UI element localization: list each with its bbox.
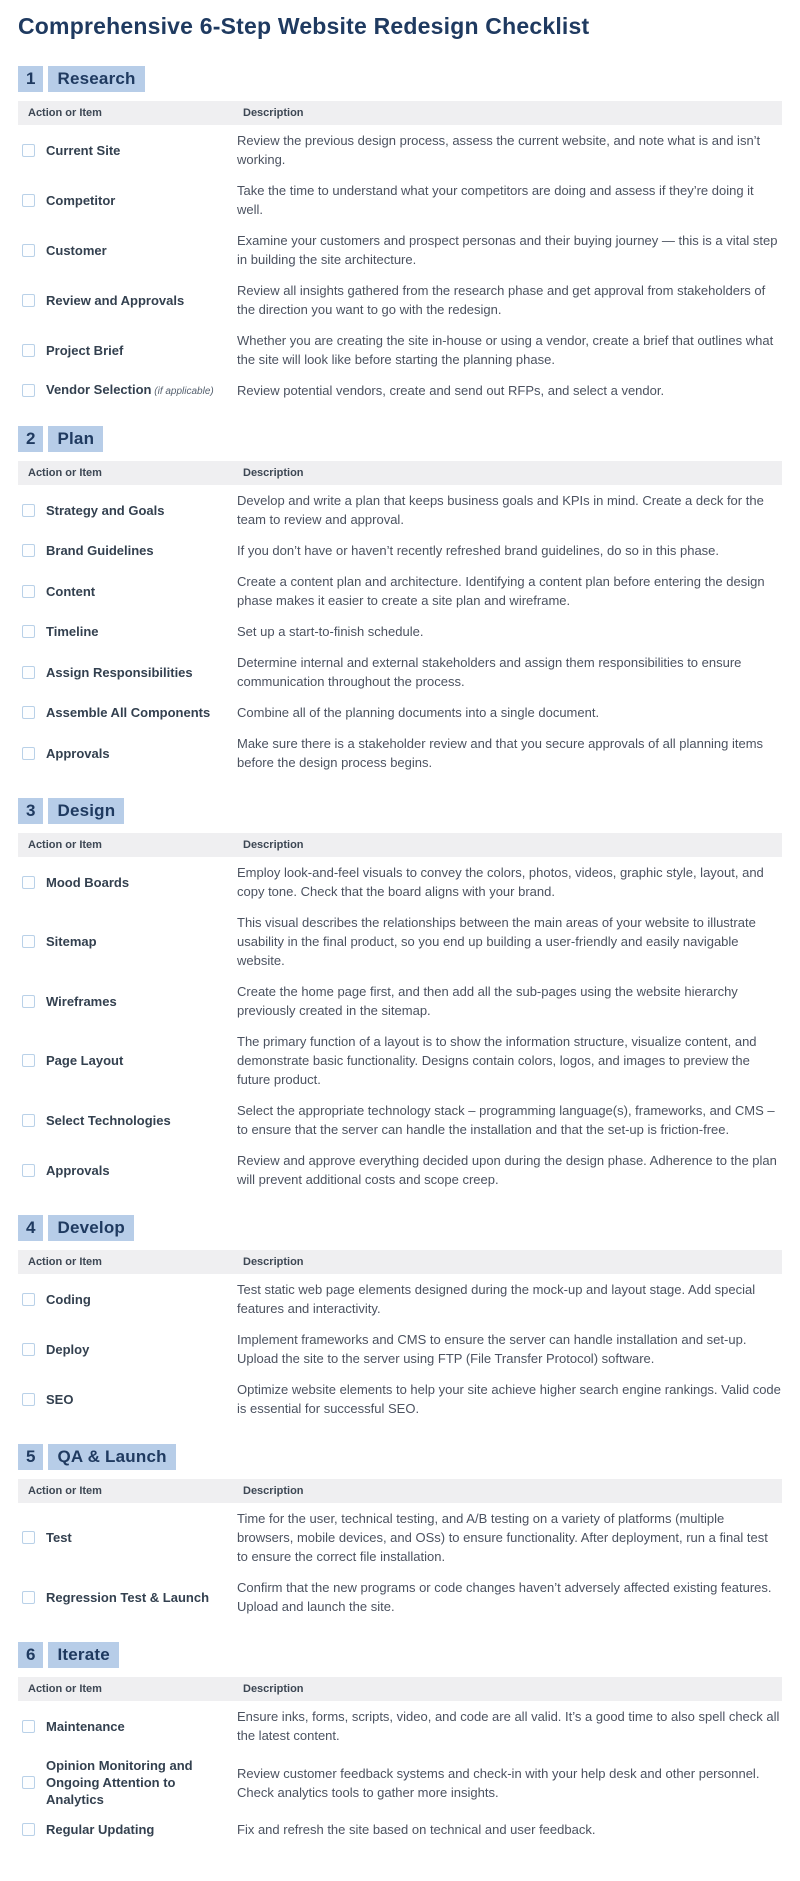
section-rows: [18, 857, 782, 1195]
item-label: [46, 192, 115, 209]
action-cell: [22, 142, 227, 159]
table-row: [18, 728, 782, 778]
item-label-text: Wireframes: [46, 993, 117, 1009]
action-cell: [22, 1718, 227, 1735]
action-cell: [22, 192, 227, 209]
item-description: Examine your customers and prospect personas and their buying journey — this is a vital step in building the site architecture.: [237, 233, 778, 267]
checklist-section: [18, 66, 782, 406]
col-description-header: Description: [243, 107, 304, 119]
checkbox[interactable]: [22, 344, 35, 357]
section-title: Research: [48, 66, 144, 92]
table-row: [18, 1145, 782, 1195]
section-rows: [18, 1274, 782, 1424]
checklist-section: [18, 426, 782, 778]
item-label-text: Competitor: [46, 192, 116, 208]
table-row: [18, 1503, 782, 1572]
table-row: [18, 1572, 782, 1622]
item-description: Ensure inks, forms, scripts, video, and code are all valid. It’s a good time to also spell check all the latest content.: [237, 1709, 780, 1743]
section-rows: [18, 1701, 782, 1845]
item-label-text: Content: [46, 583, 96, 599]
table-row: [18, 976, 782, 1026]
item-label-text: Strategy and Goals: [46, 502, 165, 518]
col-description-header: Description: [243, 1485, 304, 1497]
checklist-section: [18, 1444, 782, 1622]
item-description: Develop and write a plan that keeps business goals and KPIs in mind. Create a deck for the team to review and approval.: [237, 493, 764, 527]
item-description: If you don’t have or haven’t recently refreshed brand guidelines, do so in this phase.: [237, 543, 720, 558]
col-description-header: Description: [243, 1256, 304, 1268]
item-description: Fix and refresh the site based on technical and user feedback.: [237, 1822, 596, 1837]
item-label: [46, 1162, 110, 1179]
item-label: [46, 242, 107, 259]
item-label: [46, 1341, 89, 1358]
section-heading: [18, 426, 782, 452]
table-row: [18, 697, 782, 728]
action-cell: [22, 542, 227, 559]
col-description-header: Description: [243, 467, 304, 479]
item-description: Test static web page elements designed during the mock-up and layout stage. Add special features and interactivity.: [237, 1282, 756, 1316]
action-cell: [22, 1821, 227, 1838]
section-number: 1: [18, 66, 43, 92]
item-description: Set up a start-to-finish schedule.: [237, 624, 424, 639]
col-action-header: Action or Item: [28, 467, 102, 479]
checkbox[interactable]: [22, 995, 35, 1008]
section-heading: [18, 798, 782, 824]
item-description: Review potential vendors, create and send out RFPs, and select a vendor.: [237, 383, 665, 398]
checkbox[interactable]: [22, 1720, 35, 1733]
table-header-row: [18, 1479, 782, 1503]
item-label-text: Project Brief: [46, 342, 124, 358]
action-cell: [22, 874, 227, 891]
section-heading: [18, 1215, 782, 1241]
checkbox[interactable]: [22, 1114, 35, 1127]
checkbox[interactable]: [22, 935, 35, 948]
table-row: [18, 125, 782, 175]
section-title: Design: [48, 798, 124, 824]
item-description: Review all insights gathered from the research phase and get approval from stakeholders of the direction you want to go with the redesign.: [237, 283, 766, 317]
checkbox[interactable]: [22, 1393, 35, 1406]
item-description: Select the appropriate technology stack – programming language(s), frameworks, and CMS – to ensure that the server can handle the installation and that the set-up is friction-free.: [237, 1103, 775, 1137]
page-title: Comprehensive 6-Step Website Redesign Checklist: [18, 13, 590, 39]
table-row: [18, 275, 782, 325]
item-label-text: Brand Guidelines: [46, 543, 154, 558]
item-label: [46, 1821, 154, 1838]
action-cell: [22, 745, 227, 762]
checkbox[interactable]: [22, 666, 35, 679]
table-row: [18, 1814, 782, 1845]
checkbox[interactable]: [22, 1776, 35, 1789]
item-label-text: Regression Test & Launch: [46, 1589, 210, 1605]
action-cell: [22, 1052, 227, 1069]
col-action-header: Action or Item: [28, 1485, 102, 1497]
item-description: This visual describes the relationships between the main areas of your website to illustrate usability in the final product, so you end up building a user-friendly and easily navigable website.: [237, 915, 756, 968]
table-row: [18, 857, 782, 907]
checkbox[interactable]: [22, 1343, 35, 1356]
table-header-row: [18, 461, 782, 485]
item-label: [46, 933, 97, 950]
checkbox[interactable]: [22, 294, 35, 307]
item-label-text: Timeline: [46, 624, 99, 639]
section-title: QA & Launch: [48, 1444, 175, 1470]
item-description: Time for the user, technical testing, and A/B testing on a variety of platforms (multiple browsers, mobile devices, and OSs) to ensure functionality. After deployment, run a final test to ensure the correct file installation.: [237, 1511, 768, 1564]
table-row: [18, 1751, 782, 1814]
checklist-section: [18, 1642, 782, 1845]
table-row: [18, 907, 782, 976]
checkbox[interactable]: [22, 384, 35, 397]
item-description: Determine internal and external stakeholders and assign them responsibilities to ensure communication throughout the process.: [237, 655, 742, 689]
table-row: [18, 1026, 782, 1095]
table-row: [18, 616, 782, 647]
item-label: [46, 381, 214, 400]
item-description: Employ look-and-feel visuals to convey the colors, photos, videos, graphic style, layout, and copy tone. Check that the board aligns with your brand.: [237, 865, 764, 899]
table-row: [18, 535, 782, 566]
item-label: [46, 1718, 125, 1735]
action-cell: [22, 1341, 227, 1358]
sections: [18, 66, 782, 1845]
table-header-row: [18, 101, 782, 125]
item-label-text: Assign Responsibilities: [46, 664, 193, 680]
section-number: 6: [18, 1642, 43, 1668]
checkbox[interactable]: [22, 585, 35, 598]
table-row: [18, 325, 782, 375]
table-row: [18, 1095, 782, 1145]
item-description: Confirm that the new programs or code changes haven’t adversely affected existing features. Upload and launch the site.: [237, 1580, 772, 1614]
item-label: [46, 874, 129, 891]
action-cell: [22, 993, 227, 1010]
action-cell: [22, 1391, 227, 1408]
item-note: (if applicable): [151, 386, 214, 397]
checkbox[interactable]: [22, 1531, 35, 1544]
action-cell: [22, 502, 227, 519]
table-row: [18, 485, 782, 535]
action-cell: [22, 381, 227, 400]
section-heading: [18, 66, 782, 92]
item-label: [46, 993, 117, 1010]
item-label-text: Coding: [46, 1291, 91, 1307]
action-cell: [22, 704, 227, 721]
checkbox[interactable]: [22, 544, 35, 557]
item-label: [46, 342, 123, 359]
item-description: Review customer feedback systems and check-in with your help desk and other personnel. Check analytics tools to gather more insights.: [237, 1765, 760, 1800]
item-label: [46, 664, 193, 681]
action-cell: [22, 583, 227, 600]
item-label-text: Review and Approvals: [46, 292, 185, 308]
section-number: 2: [18, 426, 43, 452]
table-header-row: [18, 1250, 782, 1274]
checklist-section: [18, 798, 782, 1195]
item-label-text: Assemble All Components: [46, 705, 211, 720]
item-description: Create the home page first, and then add all the sub-pages using the website hierarchy previously created in the sitemap.: [237, 984, 738, 1018]
item-label: [46, 1291, 91, 1308]
action-cell: [22, 242, 227, 259]
action-cell: [22, 1112, 227, 1129]
item-label: [46, 1112, 171, 1129]
checkbox[interactable]: [22, 747, 35, 760]
item-label: [46, 583, 95, 600]
action-cell: [22, 1757, 227, 1808]
checkbox[interactable]: [22, 244, 35, 257]
section-title: Iterate: [48, 1642, 118, 1668]
action-cell: [22, 623, 227, 640]
item-label-text: Sitemap: [46, 934, 97, 949]
table-header-row: [18, 833, 782, 857]
item-label-text: SEO: [46, 1391, 74, 1407]
item-description: Review the previous design process, assess the current website, and note what is and isn’t working.: [237, 133, 761, 167]
section-title: Develop: [48, 1215, 134, 1241]
item-description: The primary function of a layout is to show the information structure, visualize content, and demonstrate basic functionality. Designs contain colors, logos, and images to preview the future product.: [237, 1034, 757, 1087]
item-label-text: Vendor Selection: [46, 382, 152, 397]
table-row: [18, 175, 782, 225]
checkbox[interactable]: [22, 1054, 35, 1067]
table-row: [18, 1274, 782, 1324]
item-description: Combine all of the planning documents into a single document.: [237, 705, 600, 720]
item-label-text: Approvals: [46, 1162, 110, 1178]
action-cell: [22, 292, 227, 309]
item-label: [46, 542, 154, 559]
item-label: [46, 1757, 227, 1808]
table-row: [18, 647, 782, 697]
action-cell: [22, 1529, 227, 1546]
table-row: [18, 1374, 782, 1424]
item-label-text: Mood Boards: [46, 874, 130, 890]
checkbox[interactable]: [22, 1591, 35, 1604]
item-description: Take the time to understand what your competitors are doing and assess if they’re doing it well.: [237, 183, 754, 217]
section-rows: [18, 1503, 782, 1622]
checkbox[interactable]: [22, 1293, 35, 1306]
action-cell: [22, 1162, 227, 1179]
section-number: 4: [18, 1215, 43, 1241]
item-label-text: Page Layout: [46, 1053, 124, 1068]
checkbox[interactable]: [22, 194, 35, 207]
checkbox[interactable]: [22, 625, 35, 638]
checkbox[interactable]: [22, 144, 35, 157]
item-label: [46, 1391, 73, 1408]
checkbox[interactable]: [22, 504, 35, 517]
action-cell: [22, 1589, 227, 1606]
section-heading: [18, 1444, 782, 1470]
item-label-text: Select Technologies: [46, 1112, 171, 1128]
item-label-text: Opinion Monitoring and Ongoing Attention to Analytics: [46, 1758, 193, 1807]
section-heading: [18, 1642, 782, 1668]
table-row: [18, 566, 782, 616]
item-label: [46, 502, 164, 519]
col-action-header: Action or Item: [28, 107, 102, 119]
item-label-text: Test: [46, 1530, 72, 1545]
item-label-text: Deploy: [46, 1341, 90, 1357]
section-number: 3: [18, 798, 43, 824]
item-description: Create a content plan and architecture. Identifying a content plan before entering the design phase makes it easier to create a site plan and wireframe.: [237, 574, 765, 608]
item-label: [46, 292, 184, 309]
table-row: [18, 375, 782, 406]
action-cell: [22, 664, 227, 681]
item-label-text: Maintenance: [46, 1718, 125, 1734]
col-description-header: Description: [243, 1683, 304, 1695]
section-rows: [18, 485, 782, 778]
checkbox[interactable]: [22, 876, 35, 889]
section-rows: [18, 125, 782, 406]
table-row: [18, 1324, 782, 1374]
item-description: Optimize website elements to help your site achieve higher search engine rankings. Valid code is essential for successful SEO.: [237, 1382, 781, 1416]
item-label: [46, 745, 110, 762]
item-description: Review and approve everything decided upon during the design phase. Adherence to the plan will prevent additional costs and scope creep.: [237, 1153, 777, 1187]
action-cell: [22, 342, 227, 359]
item-label-text: Regular Updating: [46, 1822, 155, 1837]
col-action-header: Action or Item: [28, 839, 102, 851]
item-label: [46, 623, 99, 640]
item-label: [46, 1589, 209, 1606]
section-title: Plan: [48, 426, 103, 452]
col-action-header: Action or Item: [28, 1256, 102, 1268]
item-description: Whether you are creating the site in-house or using a vendor, create a brief that outlines what the site will look like before starting the planning phase.: [237, 333, 774, 367]
action-cell: [22, 933, 227, 950]
item-label: [46, 1052, 123, 1069]
item-label: [46, 704, 210, 721]
item-label-text: Customer: [46, 242, 107, 258]
item-label-text: Current Site: [46, 142, 121, 158]
checkbox[interactable]: [22, 1823, 35, 1836]
item-description: Implement frameworks and CMS to ensure the server can handle installation and set-up. Upload the site to the server using FTP (File Transfer Protocol) software.: [237, 1332, 747, 1366]
item-label: [46, 142, 120, 159]
item-description: Make sure there is a stakeholder review and that you secure approvals of all planning items before the design process begins.: [237, 736, 764, 770]
col-description-header: Description: [243, 839, 304, 851]
item-label-text: Approvals: [46, 745, 110, 761]
checkbox[interactable]: [22, 706, 35, 719]
col-action-header: Action or Item: [28, 1683, 102, 1695]
item-label: [46, 1529, 72, 1546]
section-number: 5: [18, 1444, 43, 1470]
table-header-row: [18, 1677, 782, 1701]
table-row: [18, 1701, 782, 1751]
checklist-section: [18, 1215, 782, 1424]
table-row: [18, 225, 782, 275]
checkbox[interactable]: [22, 1164, 35, 1177]
action-cell: [22, 1291, 227, 1308]
